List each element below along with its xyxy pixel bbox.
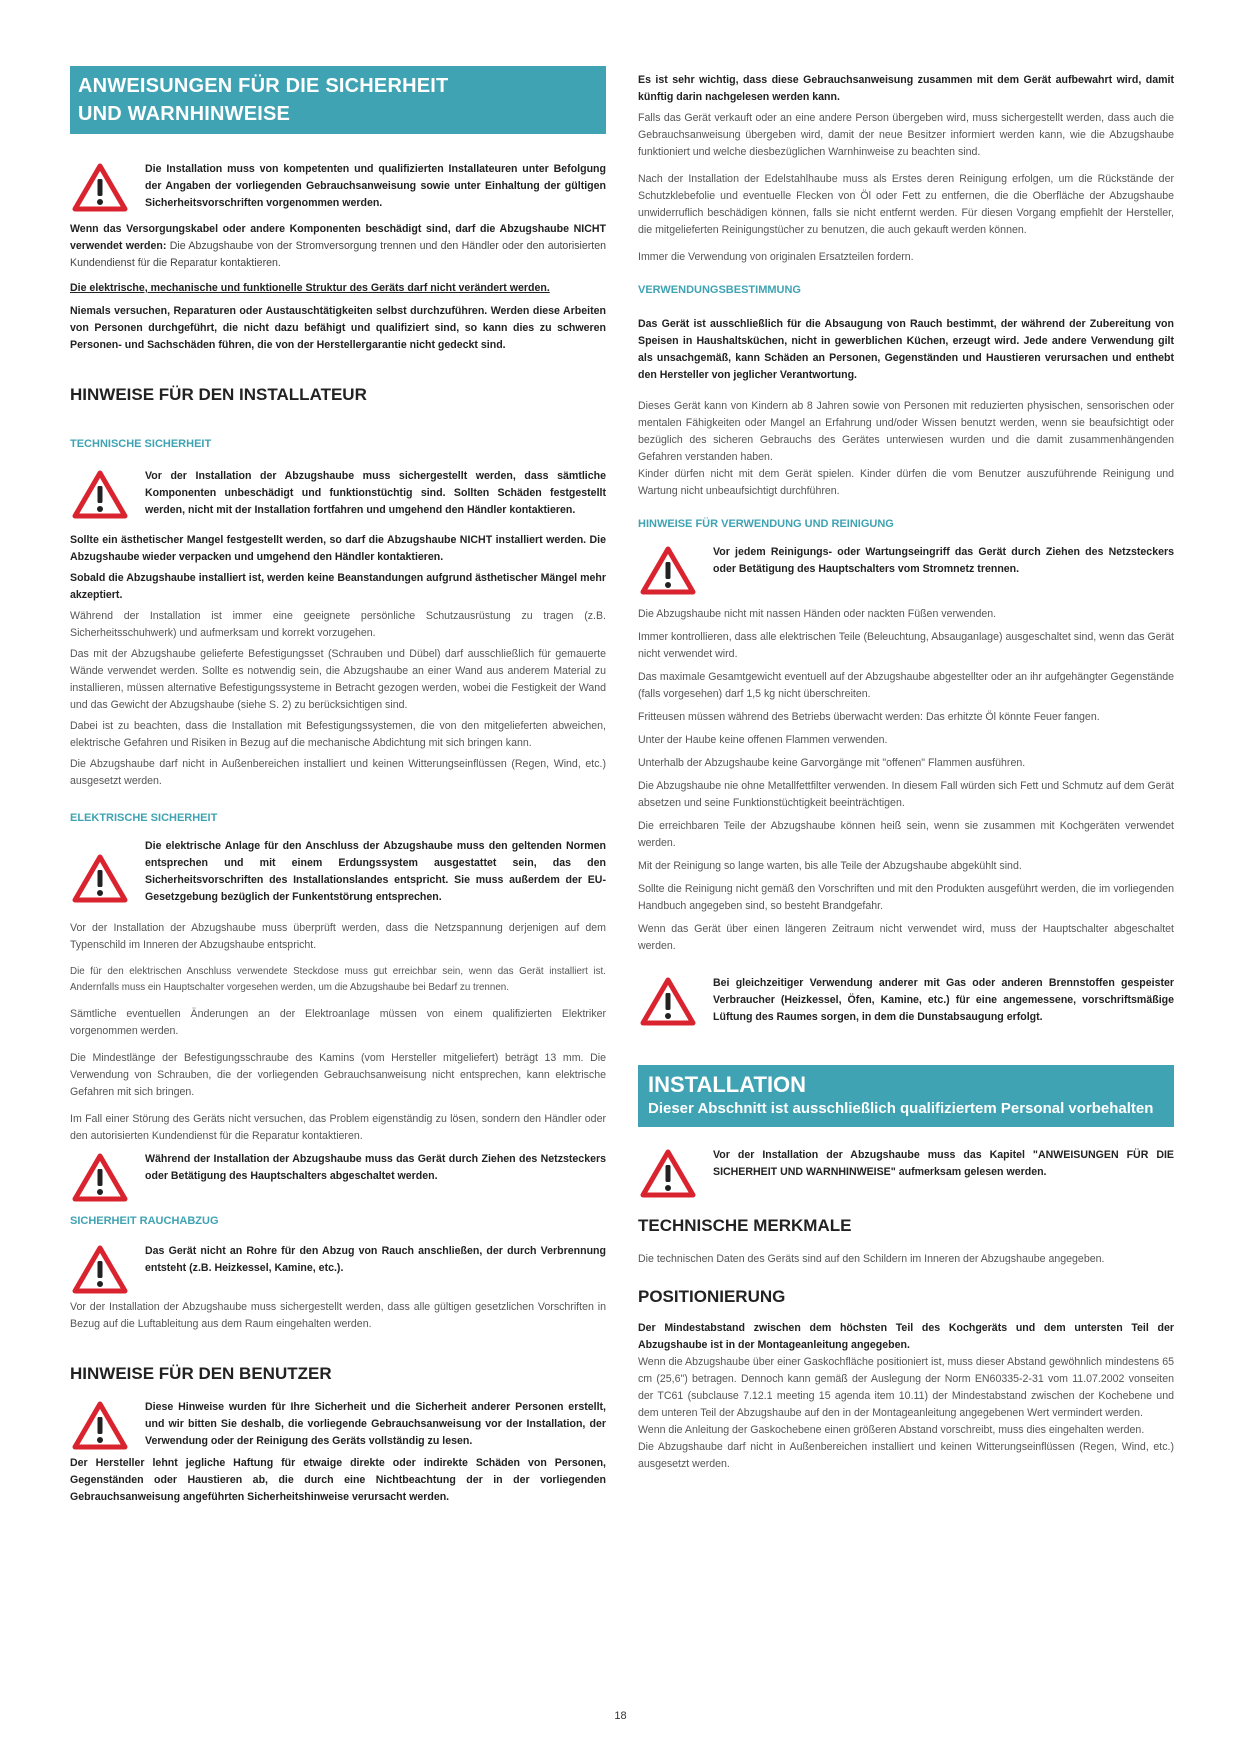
paragraph: Sobald die Abzugshaube installiert ist, werden keine Beanstandungen aufgrund ästhetischer Mängel mehr akzeptiert. (70, 572, 606, 601)
paragraph: Das Gerät ist ausschließlich für die Absaugung von Rauch bestimmt, der während der Zubereitung von Speisen in Haushaltsküchen, nicht in gewerblichen Küchen, erzeugt wird. Jede andere Verwendung gilt als unsachgemäß, kann Schäden an Personen, Gegenständen und Haustieren verursachen und enthebt den Hersteller von jeglicher Verantwortung. (638, 318, 1174, 381)
paragraph: Kinder dürfen nicht mit dem Gerät spielen. Kinder dürfen die vom Benutzer auszuführende Reinigung und Wartung nicht unbeaufsichtigt durchführen. (638, 468, 1174, 497)
paragraph: Es ist sehr wichtig, dass diese Gebrauchsanweisung zusammen mit dem Gerät aufbewahrt wird, damit künftig darin nachgelesen werden kann. (638, 74, 1174, 103)
subsection-heading: VERWENDUNGSBESTIMMUNG (638, 284, 801, 296)
paragraph: Unter der Haube keine offenen Flammen verwenden. (638, 734, 888, 746)
section-heading: POSITIONIERUNG (638, 1287, 786, 1306)
paragraph: Unterhalb der Abzugshaube keine Garvorgänge mit "offenen" Flammen ausführen. (638, 757, 1026, 769)
warning-icon (72, 470, 128, 520)
paragraph (70, 221, 606, 272)
paragraph: Wenn das Gerät über einen längeren Zeitraum nicht verwendet wird, muss der Hauptschalter abgeschaltet werden. (638, 923, 1174, 952)
paragraph: Immer die Verwendung von originalen Ersatzteilen fordern. (638, 251, 914, 263)
warning-block (638, 975, 1174, 1029)
warning-icon (72, 1401, 128, 1451)
left-column (70, 66, 606, 1506)
warning-icon (72, 1245, 128, 1295)
warning-text: Die elektrische Anlage für den Anschluss der Abzugshaube muss den geltenden Normen entsprechen und mit einem Erdungssystem ausgestattet sein, das den Sicherheitsvorschriften des Installationslandes entspricht. Sie muss außerdem der EU-Gesetzgebung bezüglich der Funkentstörung entsprechen. (145, 840, 606, 903)
paragraph: Die für den elektrischen Anschluss verwendete Steckdose muss gut erreichbar sein, wenn das Gerät installiert ist. Andernfalls muss ein Hauptschalter vorgesehen werden, um die Abzugshaube bei Bedarf zu trennen. (70, 966, 606, 993)
paragraph: Dabei ist zu beachten, dass die Installation mit Befestigungssystemen, die von den mitgelieferten abweichen, elektrische Gefahren und Risiken in Bezug auf die mechanische Abdichtung mit sich bringen kann. (70, 720, 606, 749)
subsection-heading: TECHNISCHE SICHERHEIT (70, 438, 212, 450)
warning-icon (72, 163, 128, 213)
warning-block (70, 468, 606, 522)
paragraph: Das mit der Abzugshaube gelieferte Befestigungsset (Schrauben und Dübel) darf ausschließlich für gemauerte Wände verwendet werden. Sollte es notwendig sein, die Abzugshaube an einer Wand aus anderem Material zu installieren, müssen alternative Befestigungssysteme in Betracht gezogen werden, wobei die Festigkeit der Wand und das Gewicht der Abzugshaube (siehe S. 2) zu berücksichtigen sind. (70, 648, 606, 711)
paragraph: Niemals versuchen, Reparaturen oder Austauschtätigkeiten selbst durchzuführen. Werden diese Arbeiten von Personen durchgeführt, die nicht dazu befähigt und qualifiziert sind, so kann dies zu schweren Personen- und Sachschäden führen, die von der Herstellergarantie nicht gedeckt sind. (70, 305, 606, 351)
warning-icon (640, 1149, 696, 1199)
warning-icon (72, 854, 128, 904)
warning-block (70, 1151, 606, 1205)
paragraph: Nach der Installation der Edelstahlhaube muss als Erstes deren Reinigung erfolgen, um die Rückstände der Schutzklebefolie und eventuelle Flecken von Öl oder Fett zu entfernen, die die Oberfläche der Abzugshaube unwiderruflich beschädigen können, falls sie nicht entfernt werden. Für diesen Vorgang empfiehlt der Hersteller, die mitgelieferten Reinigungstücher zu benutzen, die auch gekauft werden können. (638, 173, 1174, 236)
installation-banner-title: INSTALLATION (648, 1072, 807, 1097)
paragraph: Die Abzugshaube darf nicht in Außenbereichen installiert und keinen Witterungseinflüssen (Regen, Wind, etc.) ausgesetzt werden. (638, 1441, 1174, 1470)
warning-text: Diese Hinweise wurden für Ihre Sicherheit und die Sicherheit anderer Personen erstellt, und wir bitten Sie deshalb, die vorliegende Gebrauchsanweisung vor der Installation, der Verwendung oder der Reinigung des Geräts vollständig zu lesen. (145, 1401, 606, 1447)
paragraph: Vor der Installation der Abzugshaube muss überprüft werden, dass die Netzspannung derjenigen auf dem Typenschild im Inneren der Abzugshaube entspricht. (70, 922, 606, 951)
paragraph: Die Abzugshaube darf nicht in Außenbereichen installiert und keinen Witterungseinflüssen (Regen, Wind, etc.) ausgesetzt werden. (70, 758, 606, 787)
page-number: 18 (614, 1710, 627, 1722)
paragraph: Wenn die Abzugshaube über einer Gaskochfläche positioniert ist, muss dieser Abstand gewöhnlich mindestens 65 cm (25,6") betragen. Dennoch kann gemäß der Auslegung der Norm EN60335-2-31 vom 11.07.2002 vonseiten der TC61 (subclause 7.12.1 meeting 15 agenda item 10.11) der Mindestabstand zwischen der Kochebene und dem unteren Teil der Abzugshaube auf den in der Montageanleitung angegebenen Wert vermindert werden. (638, 1356, 1174, 1419)
installation-banner (638, 1065, 1174, 1127)
paragraph: Wenn die Anleitung der Gaskochebene einen größeren Abstand vorschreibt, muss dies eingehalten werden. (638, 1424, 1145, 1436)
paragraph-rest: Die Abzugshaube von der Stromversorgung trennen und den Händler oder den autorisierten Kundendienst für die Reparatur kontaktieren. (70, 240, 607, 269)
warning-block (70, 838, 606, 906)
paragraph: Das maximale Gesamtgewicht eventuell auf der Abzugshaube abgestellter oder an ihr aufgehängter Gegenstände (falls vorgesehen) darf 1,5 kg nicht überschreiten. (638, 671, 1174, 700)
paragraph: Sollte ein ästhetischer Mangel festgestellt werden, so darf die Abzugshaube NICHT installiert werden. Die Abzugshaube wieder verpacken und umgehend den Händler kontaktieren. (70, 534, 606, 563)
paragraph: Der Hersteller lehnt jegliche Haftung für etwaige direkte oder indirekte Schäden von Personen, Gegenständen oder Haustieren ab, die durch eine Nichtbeachtung der in der vorliegenden Gebrauchsanweisung angeführten Sicherheitshinweise verursacht werden. (70, 1457, 606, 1503)
warning-text: Die Installation muss von kompetenten und qualifizierten Installateuren unter Befolgung der Angaben der vorliegenden Gebrauchsanweisung sowie unter Einhaltung der gültigen Sicherheitsvorschriften vorgenommen werden. (145, 163, 606, 209)
paragraph: Immer kontrollieren, dass alle elektrischen Teile (Beleuchtung, Absauganlage) ausgeschaltet sind, wenn das Gerät nicht verwendet wird. (638, 631, 1174, 660)
warning-block (70, 1399, 606, 1453)
warning-icon (640, 977, 696, 1027)
subsection-heading: ELEKTRISCHE SICHERHEIT (70, 812, 218, 824)
installation-banner-subtitle: Dieser Abschnitt ist ausschließlich qualifiziertem Personal vorbehalten (648, 1100, 1154, 1117)
paragraph: Der Mindestabstand zwischen dem höchsten Teil des Kochgeräts und dem untersten Teil der Abzugshaube ist in der Montageanleitung angegeben. (638, 1322, 1174, 1351)
warning-text: Bei gleichzeitiger Verwendung anderer mit Gas oder anderen Brennstoffen gespeister Verbraucher (Heizkessel, Öfen, Kamine, etc.) für eine angemessene, vorschriftsmäßige Lüftung des Raumes sorgen, in dem die Dunstabsaugung erfolgt. (713, 977, 1174, 1023)
paragraph: Die erreichbaren Teile der Abzugshaube können heiß sein, wenn sie zusammen mit Kochgeräten verwendet werden. (638, 820, 1174, 849)
paragraph: Sämtliche eventuellen Änderungen an der Elektroanlage müssen von einem qualifizierten Elektriker vorgenommen werden. (70, 1008, 606, 1037)
paragraph: Während der Installation ist immer eine geeignete persönliche Schutzausrüstung zu tragen (z.B. Sicherheitsschuhwerk) und aufmerksam und korrekt vorzugehen. (70, 610, 606, 639)
paragraph: Mit der Reinigung so lange warten, bis alle Teile der Abzugshaube abgekühlt sind. (638, 860, 1022, 872)
paragraph: Dieses Gerät kann von Kindern ab 8 Jahren sowie von Personen mit reduzierten physischen, sensorischen oder mentalen Fähigkeiten oder Mangel an Erfahrung und/oder Wissen benutzt werden, wenn sie beaufsichtigt oder bezüglich des sicheren Gebrauchs des Gerätes unterwiesen wurden und die damit zusammenhängenden Gefahren verstanden haben. (638, 400, 1174, 463)
paragraph: Die technischen Daten des Geräts sind auf den Schildern im Inneren der Abzugshaube angegeben. (638, 1253, 1105, 1265)
warning-text: Vor der Installation der Abzugshaube muss das Kapitel "ANWEISUNGEN FÜR DIE SICHERHEIT UND WARNHINWEISE" aufmerksam gelesen werden. (713, 1149, 1174, 1178)
paragraph: Sollte die Reinigung nicht gemäß den Vorschriften und mit den Produkten ausgeführt werden, die im vorliegenden Handbuch angegeben sind, so besteht Brandgefahr. (638, 883, 1174, 912)
warning-icon (72, 1153, 128, 1203)
warning-icon (640, 546, 696, 596)
safety-banner-line2: UND WARNHINWEISE (78, 103, 291, 125)
section-heading: HINWEISE FÜR DEN BENUTZER (70, 1364, 332, 1383)
warning-block (638, 544, 1174, 598)
paragraph: Fritteusen müssen während des Betriebs überwacht werden: Das erhitzte Öl könnte Feuer fangen. (638, 711, 1100, 723)
warning-block (638, 1147, 1174, 1201)
section-heading: HINWEISE FÜR DEN INSTALLATEUR (70, 385, 367, 404)
warning-text: Das Gerät nicht an Rohre für den Abzug von Rauch anschließen, der durch Verbrennung entsteht (z.B. Heizkessel, Kamine, etc.). (145, 1245, 606, 1274)
right-column (638, 66, 1174, 1473)
safety-banner-line1: ANWEISUNGEN FÜR DIE SICHERHEIT (78, 75, 449, 97)
paragraph: Im Fall einer Störung des Geräts nicht versuchen, das Problem eigenständig zu lösen, sondern den Händler oder den autorisierten Kundendienst für die Reparatur kontaktieren. (70, 1113, 606, 1142)
paragraph: Falls das Gerät verkauft oder an eine andere Person übergeben wird, muss sichergestellt werden, dass auch die Gebrauchsanweisung übergeben wird, damit der neue Besitzer informiert werden kann, wie die Abzugshaube funktioniert und welche diesbezüglichen Warnhinweise zu beachten sind. (638, 112, 1174, 158)
warning-text: Während der Installation der Abzugshaube muss das Gerät durch Ziehen des Netzsteckers oder Betätigung des Hauptschalters abgeschaltet werden. (145, 1153, 606, 1182)
paragraph: Die Abzugshaube nicht mit nassen Händen oder nackten Füßen verwenden. (638, 608, 997, 620)
paragraph: Die Abzugshaube nie ohne Metallfettfilter verwenden. In diesem Fall würden sich Fett und Schmutz auf dem Gerät absetzen und seine Funktionstüchtigkeit beeinträchtigen. (638, 780, 1174, 809)
warning-block (70, 1243, 606, 1297)
paragraph-bold: Wenn das Versorgungskabel oder andere Komponenten beschädigt sind, darf die Abzugshaube NICHT verwendet werden: (70, 223, 606, 252)
safety-banner (70, 66, 606, 134)
subsection-heading: HINWEISE FÜR VERWENDUNG UND REINIGUNG (638, 518, 894, 530)
paragraph: Vor der Installation der Abzugshaube muss sichergestellt werden, dass alle gültigen gesetzlichen Vorschriften in Bezug auf die Luftableitung aus dem Raum eingehalten werden. (70, 1301, 606, 1330)
paragraph: Die Mindestlänge der Befestigungsschraube des Kamins (vom Hersteller mitgeliefert) beträgt 13 mm. Die Verwendung von Schrauben, die der vorliegenden Gebrauchsanweisung nicht entsprechen, kann elektrische Gefahren mit sich bringen. (70, 1052, 606, 1098)
subsection-heading: SICHERHEIT RAUCHABZUG (70, 1215, 219, 1227)
section-heading: TECHNISCHE MERKMALE (638, 1216, 852, 1235)
warning-text: Vor jedem Reinigungs- oder Wartungseingriff das Gerät durch Ziehen des Netzsteckers oder Betätigung des Hauptschalters vom Stromnetz trennen. (713, 546, 1174, 575)
warning-text: Vor der Installation der Abzugshaube muss sichergestellt werden, dass sämtliche Komponenten unbeschädigt und funktionstüchtig sind. Sollten Schäden festgestellt werden, nicht mit der Installation fortfahren und umgehend den Händler kontaktieren. (145, 470, 606, 516)
warning-block (70, 161, 606, 215)
paragraph: Die elektrische, mechanische und funktionelle Struktur des Geräts darf nicht verändert werden. (70, 282, 550, 294)
